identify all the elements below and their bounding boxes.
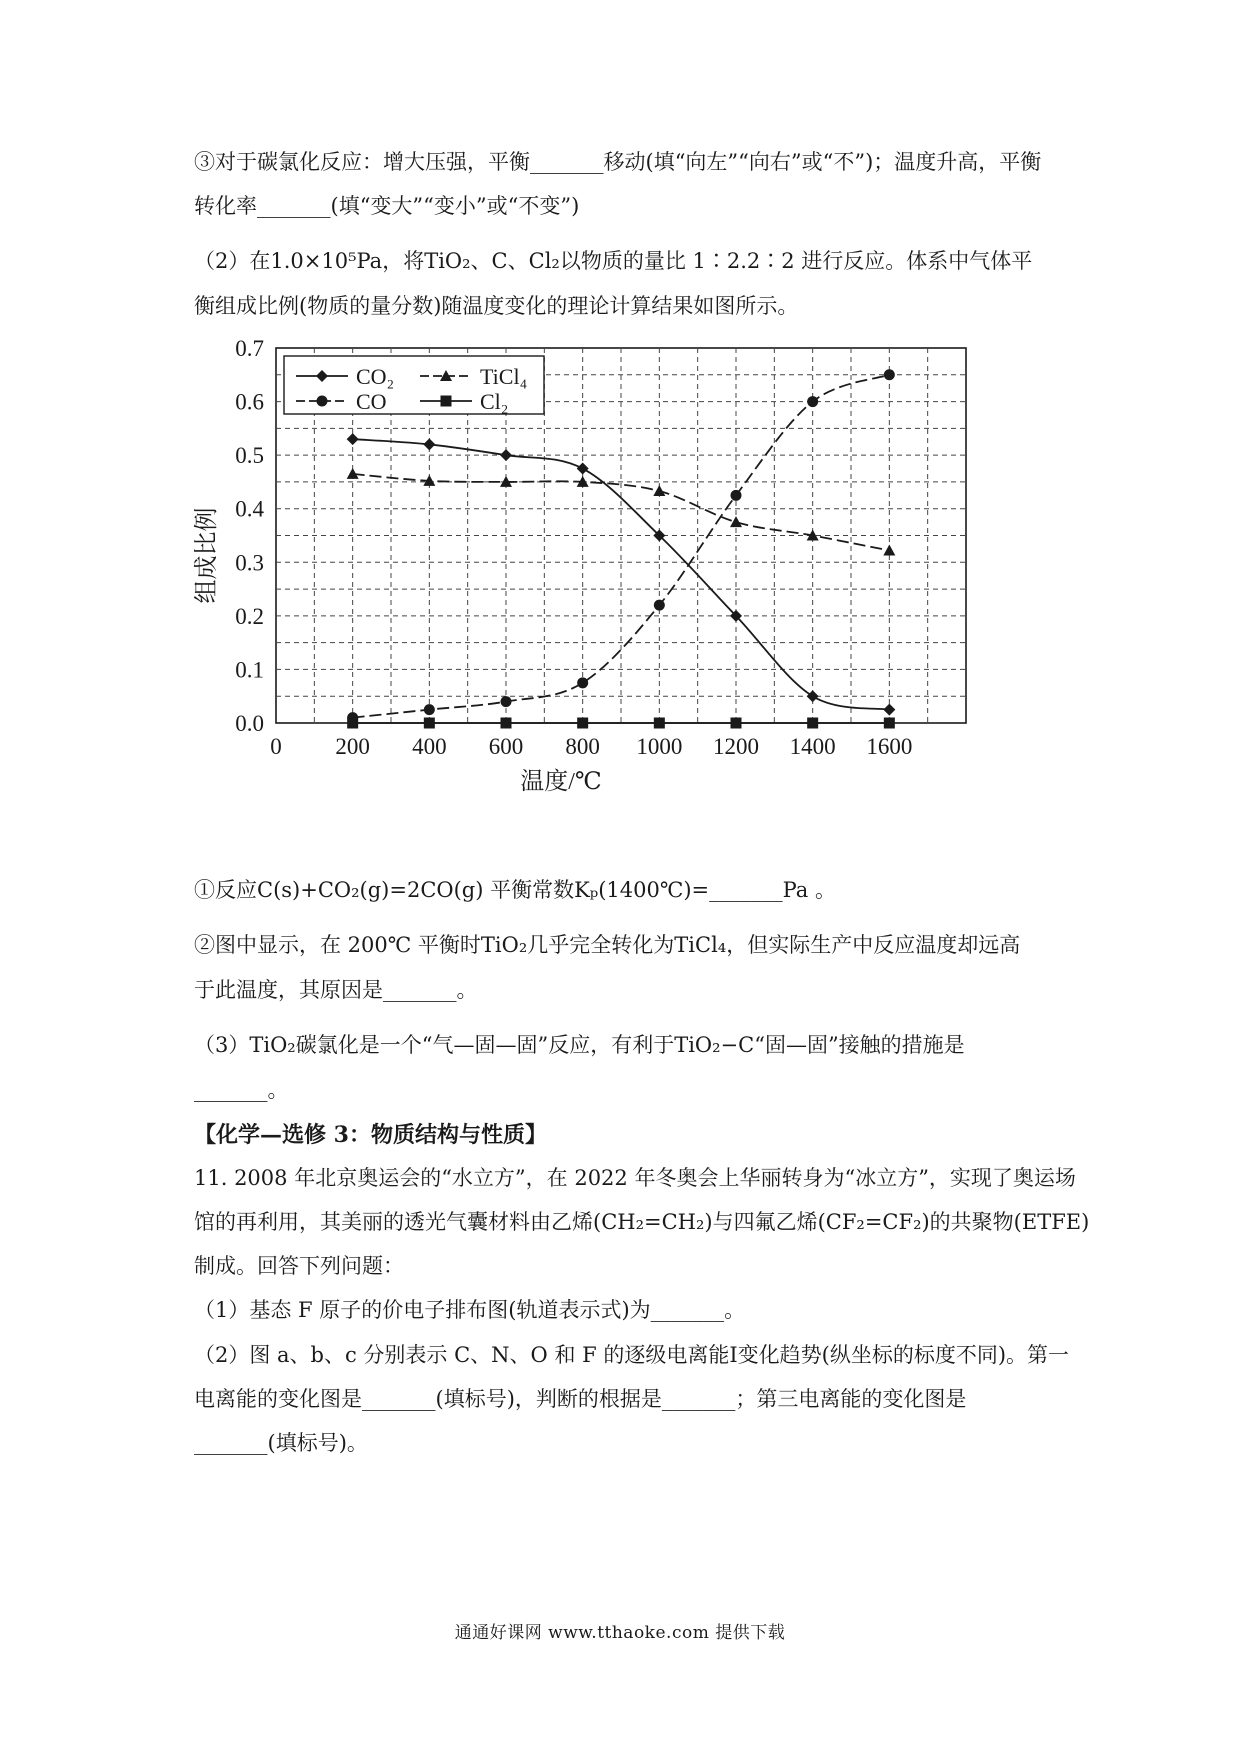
question-line: 馆的再利用，其美丽的透光气囊材料由乙烯(CH₂=CH₂)与四氟乙烯(CF₂=CF₂)的共聚物(ETFE) xyxy=(194,1210,1090,1234)
question-line: 于此温度，其原因是_______。 xyxy=(194,978,478,1002)
question-line: ③对于碳氯化反应：增大压强，平衡_______移动(填“向左”“向右”或“不”)；温度升高，平衡 xyxy=(194,150,1042,174)
legend-label: CO xyxy=(356,389,387,414)
question-line: （2）图 a、b、c 分别表示 C、N、O 和 F 的逐级电离能I变化趋势(纵坐标的标度不同)。第一 xyxy=(194,1343,1070,1367)
page-footer: 通通好课网 www.tthaoke.com 提供下载 xyxy=(454,1623,786,1643)
series-2-point xyxy=(654,600,665,611)
series-3-point xyxy=(884,718,895,729)
question-line: 电离能的变化图是_______(填标号)，判断的根据是_______；第三电离能的变化图是 xyxy=(194,1387,967,1411)
series-2-point xyxy=(807,396,818,407)
series-3-point xyxy=(424,718,435,729)
question-line: （3）TiO₂碳氯化是一个“气—固—固”反应，有利于TiO₂−C“固—固”接触的措施是 xyxy=(194,1033,965,1057)
x-tick-label: 400 xyxy=(412,734,447,759)
y-tick-label: 0.3 xyxy=(235,550,264,576)
question-line: 11. 2008 年北京奥运会的“水立方”，在 2022 年冬奥会上华丽转身为“冰立方”，实现了奥运场 xyxy=(194,1166,1076,1190)
question-line: _______(填标号)。 xyxy=(194,1431,368,1455)
y-tick-label: 0.7 xyxy=(235,336,264,361)
series-2-point xyxy=(424,704,435,715)
series-3-point xyxy=(501,718,512,729)
x-axis-label: 温度/℃ xyxy=(520,769,602,795)
series-3-point xyxy=(577,718,588,729)
series-2-point xyxy=(731,490,742,501)
legend-marker xyxy=(441,396,452,407)
series-2-point xyxy=(501,696,512,707)
question-line: （1）基态 F 原子的价电子排布图(轨道表示式)为_______。 xyxy=(194,1298,746,1322)
question-line: 转化率_______(填“变大”“变小”或“不变”) xyxy=(194,194,580,218)
question-line: ②图中显示，在 200℃ 平衡时TiO₂几乎完全转化为TiCl₄，但实际生产中反应温度却远高 xyxy=(194,933,1021,957)
series-3-point xyxy=(347,718,358,729)
x-tick-label: 200 xyxy=(335,734,370,759)
question-line: （2）在1.0×10⁵Pa，将TiO₂、C、Cl₂以物质的量比 1∶2.2∶2 进行反应。体系中气体平 xyxy=(194,249,1033,273)
series-3-point xyxy=(731,718,742,729)
question-line: 制成。回答下列问题： xyxy=(194,1254,404,1278)
y-tick-label: 0.0 xyxy=(235,711,264,736)
y-tick-label: 0.2 xyxy=(235,603,264,629)
y-tick-label: 0.1 xyxy=(235,657,264,683)
y-tick-label: 0.5 xyxy=(235,443,264,469)
legend-label: TiCl₄ xyxy=(480,364,528,389)
series-3-point xyxy=(807,718,818,729)
y-tick-label: 0.6 xyxy=(235,389,264,415)
series-3-point xyxy=(654,718,665,729)
x-tick-label: 800 xyxy=(565,734,600,759)
y-tick-label: 0.4 xyxy=(235,496,264,522)
x-tick-label: 1200 xyxy=(713,734,759,759)
composition-chart xyxy=(170,330,990,810)
series-2-point xyxy=(577,677,588,688)
x-tick-label: 1400 xyxy=(789,734,836,759)
x-tick-label: 1000 xyxy=(636,734,683,759)
x-tick-label: 600 xyxy=(488,734,524,759)
x-tick-label: 0 xyxy=(270,734,282,759)
question-line: 衡组成比例(物质的量分数)随温度变化的理论计算结果如图所示。 xyxy=(194,294,799,318)
legend-marker xyxy=(317,396,328,407)
legend-label: Cl₂ xyxy=(480,389,509,414)
x-tick-label: 1600 xyxy=(866,734,913,759)
y-axis-label: 组成比例 xyxy=(194,507,220,604)
series-2-point xyxy=(884,369,895,380)
legend-label: CO₂ xyxy=(356,364,395,389)
question-line: _______。 xyxy=(194,1078,289,1102)
question-line: ①反应C(s)+CO₂(g)=2CO(g) 平衡常数Kₚ(1400℃)=_______Pa 。 xyxy=(194,878,836,902)
section-heading: 【化学—选修 3：物质结构与性质】 xyxy=(194,1122,547,1148)
